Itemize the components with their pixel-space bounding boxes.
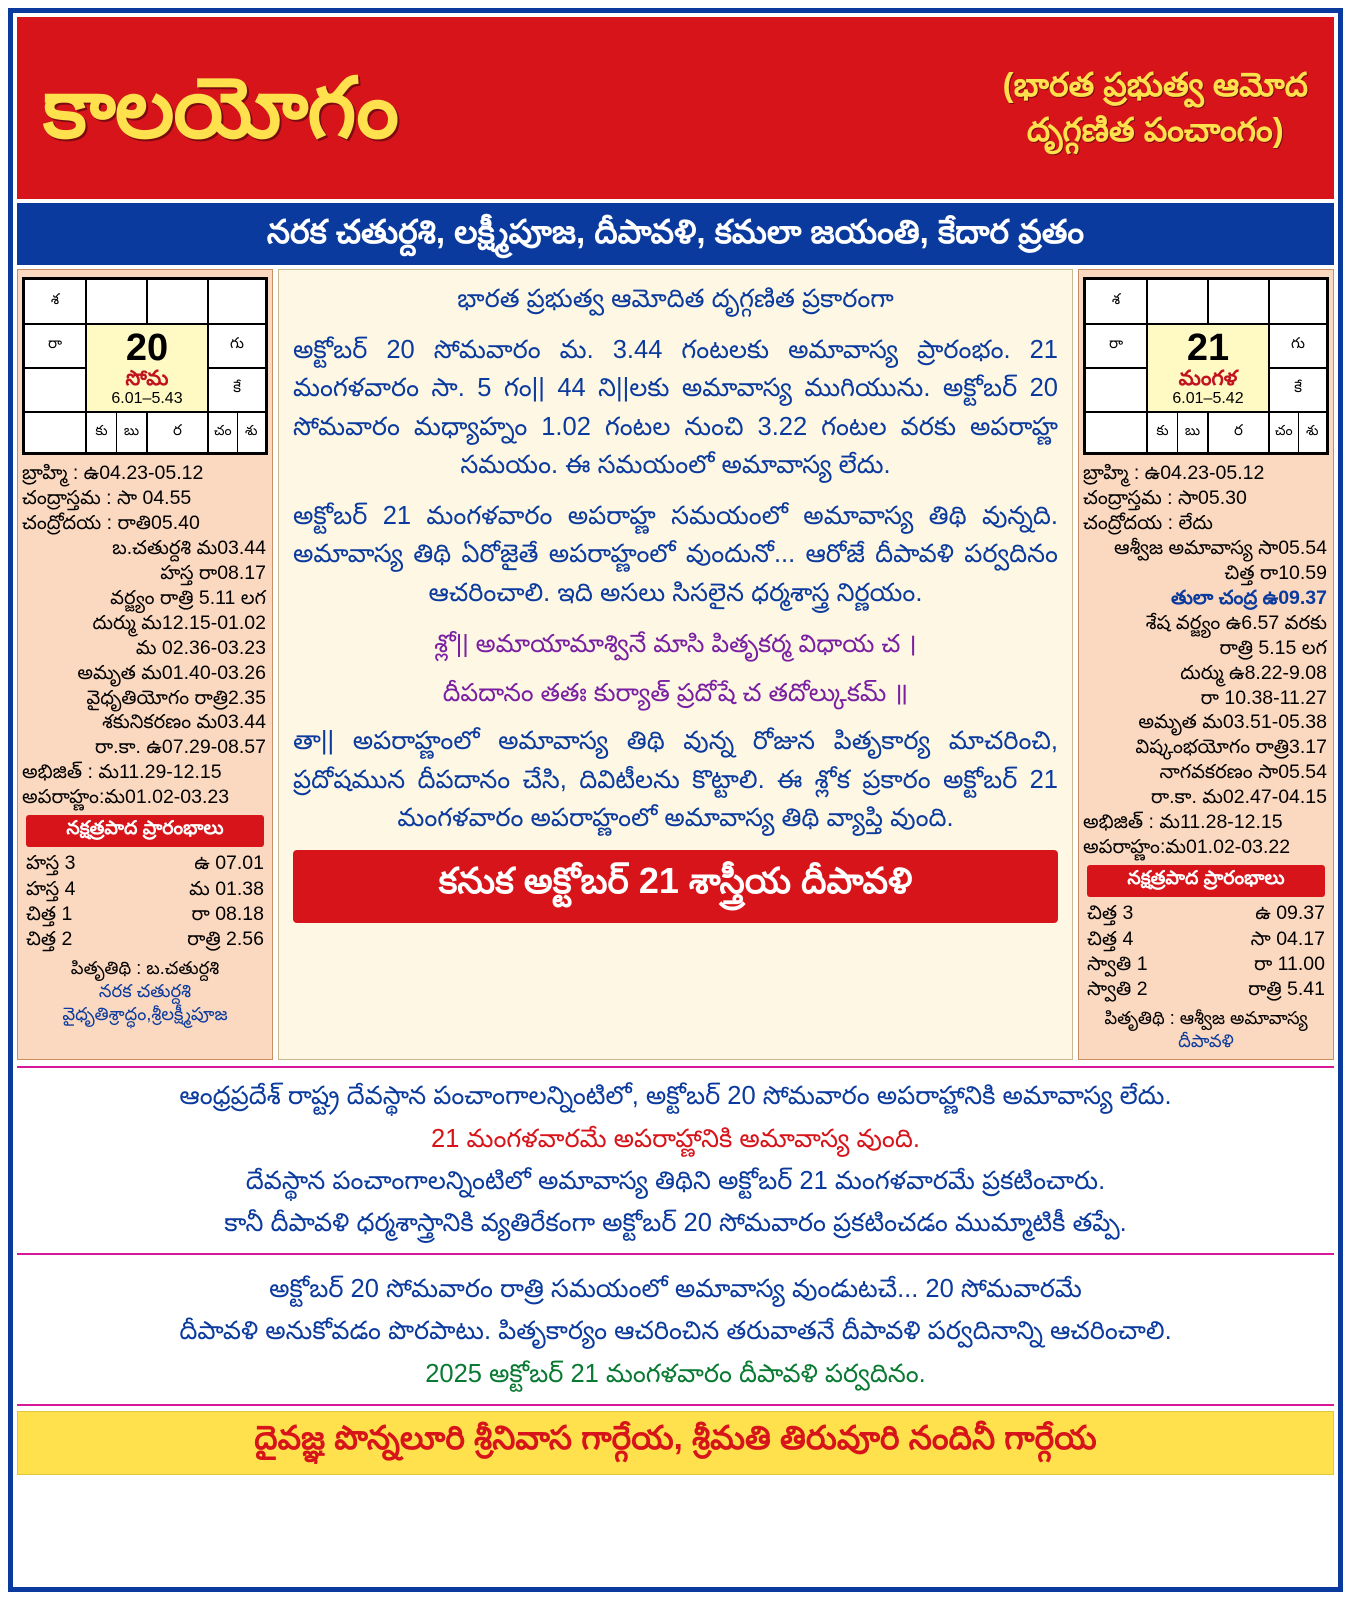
right-kundali-center <box>1147 324 1269 412</box>
note-block-two <box>17 1261 1334 1406</box>
left-detail-row: అభిజిత్ : మ11.29-12.15 <box>22 761 222 784</box>
left-detail-row: మ 02.36-03.23 <box>135 636 266 659</box>
conclusion-banner: కనుక అక్టోబర్ 21 శాస్త్రీయ దీపావళి <box>293 850 1058 923</box>
left-pada-table <box>22 851 268 952</box>
right-detail-row: దుర్ము ఉ8.22-9.08 <box>1180 661 1327 684</box>
masthead-subtitle-line1: (భారత ప్రభుత్వ ఆమోద <box>1002 66 1308 104</box>
left-kundali-cell-cha-shu <box>208 412 266 453</box>
left-detail-row: దుర్ము మ12.15-01.02 <box>92 611 266 634</box>
left-kundali-cell-ra: ర <box>147 412 208 453</box>
right-kundali-cell-top1 <box>1147 279 1208 324</box>
right-kundali-cell-ku-bu <box>1147 412 1208 453</box>
right-detail-row: రా.కా. మ02.47-04.15 <box>1150 786 1327 809</box>
right-kundali-shukra: శు <box>1298 413 1327 452</box>
left-kundali-cell-bl <box>24 412 86 453</box>
left-detail-row: వర్జ్యం రాత్రి 5.11 లగ <box>110 586 266 609</box>
left-pada-time: రాత్రి 2.56 <box>187 928 264 951</box>
left-day-panel <box>17 269 273 1060</box>
right-pada-time: రా 11.00 <box>1253 952 1325 975</box>
left-kundali-center <box>86 324 208 412</box>
left-kundali-cell-ku-bu <box>86 412 147 453</box>
center-paragraph-4: తా|| అపరాహ్ణంలో అమావాస్య తిథి వున్న రోజున పితృకార్య మాచరించి, ప్రదోషమున దీపదానం చేసి, దివిటీలను కొట్టాలి. ఈ శ్లోక ప్రకారం అక్టోబర్ 21 మంగళవారం అపరాహ్ణంలో అమావాస్య తిథి వ్యాప్తి వుంది. <box>293 727 1058 832</box>
center-article <box>278 269 1073 1060</box>
right-detail-row: చంద్రోదయ : లేదు <box>1083 511 1213 534</box>
masthead-subtitle <box>1003 63 1308 152</box>
right-pada-name: చిత్త 4 <box>1087 927 1134 950</box>
left-pitru-line2: నరక చతుర్దశి <box>98 981 192 1002</box>
right-kundali-cell-tl: శ <box>1085 279 1147 324</box>
right-pada-name: స్వాతి 1 <box>1087 952 1148 975</box>
right-pitru-info <box>1083 1007 1329 1054</box>
right-pitru-line2: దీపావళి <box>1178 1030 1234 1051</box>
left-kundali-cell-ketu: కే <box>208 368 266 412</box>
note-line: అక్టోబర్ 20 సోమవారం రాత్రి సమయంలో అమావాస్య వుండుటచే... 20 సోమవారమే <box>269 1275 1082 1304</box>
left-day-name: సోమ <box>125 367 169 391</box>
left-kundali-cell-guru: గు <box>208 324 266 368</box>
left-detail-row: బ.చతుర్దశి మ03.44 <box>112 536 266 559</box>
right-day-panel <box>1078 269 1334 1060</box>
left-kundali-shukra: శు <box>237 413 266 452</box>
right-kundali-cell-ra: ర <box>1208 412 1269 453</box>
right-detail-row: నాగవకరణం సా05.54 <box>1159 761 1327 784</box>
left-pitru-label: పితృతిథి : బ.చతుర్దశి <box>70 957 220 978</box>
left-kundali-cell-tl: శ <box>24 279 86 324</box>
note-line: 21 మంగళవారమే అపరాహ్ణానికి అమావాస్య వుంది. <box>431 1124 920 1153</box>
right-detail-row: రాత్రి 5.15 లగ <box>1219 636 1327 659</box>
right-detail-row: అపరాహ్ణం:మ01.02-03.22 <box>1083 836 1291 859</box>
left-detail-row: బ్రాహ్మి : ఉ04.23-05.12 <box>22 461 204 484</box>
note-line: దేవస్థాన పంచాంగాలన్నింటిలో అమావాస్య తిథిని అక్టోబర్ 21 మంగళవారమే ప్రకటించారు. <box>245 1166 1106 1195</box>
left-detail-row: అమృత మ01.40-03.26 <box>77 661 266 684</box>
right-kundali-cell-top2 <box>1208 279 1269 324</box>
left-detail-row: రా.కా. ఉ07.29-08.57 <box>94 736 266 759</box>
right-pitru-label: పితృతిథి : ఆశ్వీజ అమావాస్య <box>1104 1007 1308 1028</box>
right-detail-row: చంద్రాస్తమ : సా05.30 <box>1083 486 1247 509</box>
left-kundali-chart <box>22 277 268 455</box>
right-kundali-cell-rahu: రా <box>1085 324 1147 368</box>
left-kundali-ku: కు <box>95 422 108 439</box>
left-pada-time: మ 01.38 <box>189 877 264 900</box>
left-day-number: 20 <box>125 326 169 369</box>
note-block-one <box>17 1066 1334 1255</box>
right-day-number: 21 <box>1186 326 1230 369</box>
right-kundali-cell-guru: గు <box>1269 324 1327 368</box>
right-detail-row: శేష వర్జ్యం ఉ6.57 వరకు <box>1145 611 1327 634</box>
right-pada-time: రాత్రి 5.41 <box>1248 978 1325 1001</box>
table-row <box>22 877 268 902</box>
table-row <box>22 927 268 952</box>
left-pada-name: చిత్త 1 <box>26 902 73 925</box>
left-kundali-chandra: చం <box>213 422 232 439</box>
right-detail-row: ఆశ్వీజ అమావాస్య సా05.54 <box>1114 536 1327 559</box>
author-footer: దైవజ్ఞ పొన్నలూరి శ్రీనివాస గార్గేయ, శ్రీమతి తిరువూరి నందినీ గార్గేయ <box>17 1411 1334 1475</box>
table-row <box>1083 901 1329 926</box>
note-line: దీపావళి అనుకోవడం పొరపాటు. పితృకార్యం ఆచరించిన తరువాతనే దీపావళి పర్వదినాన్ని ఆచరించాలి. <box>179 1317 1172 1346</box>
right-details-list <box>1083 461 1329 860</box>
right-pada-table <box>1083 901 1329 1002</box>
left-detail-row: అపరాహ్ణం:మ01.02-03.23 <box>22 786 230 809</box>
table-row <box>1083 927 1329 952</box>
right-kundali-cell-tr <box>1269 279 1327 324</box>
table-row <box>22 851 268 876</box>
table-row <box>22 902 268 927</box>
sloka-line-2: దీపదానం తతః కుర్యాత్ ప్రదోషే చ తదోల్కుకమ్ ॥ <box>442 678 909 707</box>
left-kundali-cell-left2 <box>24 368 86 412</box>
right-kundali-cell-ketu: కే <box>1269 368 1327 412</box>
right-pada-time: ఉ 09.37 <box>1255 902 1325 925</box>
left-detail-row: హస్త రా08.17 <box>160 561 266 584</box>
poster-header <box>17 17 1334 199</box>
table-row <box>1083 977 1329 1002</box>
festival-band: నరక చతుర్దశి, లక్ష్మీపూజ, దీపావళి, కమలా జయంతి, కేదార వ్రతం <box>17 203 1334 265</box>
center-paragraph-2: అక్టోబర్ 20 సోమవారం మ. 3.44 గంటలకు అమావాస్య ప్రారంభం. 21 మంగళవారం సా. 5 గం|| 44 ని||లకు అమావాస్య ముగియును. అక్టోబర్ 20 సోమవారం మధ్యాహ్నం 1.02 గంటల నుంచి 3.22 గంటల వరకు అపరాహ్ణ సమయం. ఈ సమయంలో అమావాస్య లేదు. <box>293 336 1058 479</box>
right-day-name: మంగళ <box>1178 367 1238 391</box>
left-pitru-info <box>22 957 268 1027</box>
right-detail-row-highlight: తులా చంద్ర ఉ09.37 <box>1170 586 1327 609</box>
right-day-time: 6.01–5.42 <box>1172 389 1244 407</box>
center-paragraph-3: అక్టోబర్ 21 మంగళవారం అపరాహ్ణ సమయంలో అమావాస్య తిథి వున్నది. అమావాస్య తిథి ఏరోజైతే అపరాహ్ణంలో వుందునో... ఆరోజే దీపావళి పర్వదినం ఆచరించాలి. ఇది అసలు సిసలైన ధర్మశాస్త్ర నిర్ణయం. <box>293 502 1058 607</box>
left-detail-row: చంద్రోదయ : రాతి05.40 <box>22 511 200 534</box>
right-pada-name: స్వాతి 2 <box>1087 978 1148 1001</box>
left-detail-row: చంద్రాస్తమ : సా 04.55 <box>22 486 192 509</box>
note-line: కానీ దీపావళి ధర్మశాస్త్రానికి వ్యతిరేకంగా అక్టోబర్ 20 సోమవారం ప్రకటించడం ముమ్మాటికీ తప్పే. <box>224 1208 1127 1237</box>
right-detail-row: బ్రాహ్మి : ఉ04.23-05.12 <box>1083 461 1265 484</box>
left-pada-name: చిత్త 2 <box>26 928 73 951</box>
masthead-subtitle-line2: దృగ్గణిత పంచాంగం) <box>1026 111 1284 148</box>
left-kundali-cell-top2 <box>147 279 208 324</box>
right-kundali-chandra: చం <box>1274 422 1293 439</box>
left-detail-row: వైధృతియోగం రాత్రి2.35 <box>86 686 266 709</box>
right-detail-row: అభిజిత్ : మ11.28-12.15 <box>1083 811 1283 834</box>
note-line: 2025 అక్టోబర్ 21 మంగళవారం దీపావళి పర్వదినం. <box>425 1359 926 1388</box>
left-kundali-cell-top1 <box>86 279 147 324</box>
center-paragraph-1: భారత ప్రభుత్వ ఆమోదిత దృగ్గణిత ప్రకారంగా <box>457 284 894 313</box>
right-pada-banner: నక్షత్రపాద ప్రారంభాలు <box>1087 865 1325 897</box>
left-day-time: 6.01–5.43 <box>111 389 183 407</box>
right-pada-name: చిత్త 3 <box>1087 902 1134 925</box>
right-kundali-cell-left2 <box>1085 368 1147 412</box>
left-kundali-bu: బు <box>116 413 146 452</box>
right-kundali-bu: బు <box>1177 413 1207 452</box>
left-detail-row: శకునికరణం మ03.44 <box>102 711 266 734</box>
left-pada-time: రా 08.18 <box>191 902 264 925</box>
right-kundali-chart <box>1083 277 1329 455</box>
left-kundali-cell-rahu: రా <box>24 324 86 368</box>
right-kundali-cell-cha-shu <box>1269 412 1327 453</box>
right-kundali-cell-bl <box>1085 412 1147 453</box>
left-pada-time: ఉ 07.01 <box>194 852 264 875</box>
sloka-line-1: శ్లో|| అమాయామాశ్వినే మాసి పితృకర్మ విధాయ చ । <box>434 629 917 658</box>
left-kundali-cell-tr <box>208 279 266 324</box>
poster-body <box>17 269 1334 1060</box>
masthead-title: కాలయోగం <box>43 61 398 155</box>
left-pada-name: హస్త 4 <box>26 877 76 900</box>
right-pada-time: సా 04.17 <box>1250 927 1325 950</box>
right-detail-row: విష్కంభయోగం రాత్రి3.17 <box>1135 736 1327 759</box>
right-detail-row: అమృత మ03.51-05.38 <box>1138 711 1327 734</box>
note-line: ఆంధ్రప్రదేశ్ రాష్ట్ర దేవస్థాన పంచాంగాలన్నింటిలో, అక్టోబర్ 20 సోమవారం అపరాహ్ణానికి అమావాస్య లేదు. <box>179 1082 1172 1111</box>
table-row <box>1083 952 1329 977</box>
right-kundali-ku: కు <box>1156 422 1169 439</box>
left-details-list <box>22 461 268 810</box>
poster-frame <box>8 8 1343 1592</box>
left-pada-name: హస్త 3 <box>26 852 76 875</box>
right-detail-row: రా 10.38-11.27 <box>1200 686 1327 709</box>
right-detail-row: చిత్త రా10.59 <box>1224 561 1327 584</box>
left-pada-banner: నక్షత్రపాద ప్రారంభాలు <box>26 815 264 847</box>
left-pitru-line3: వైధృతిశ్రాద్ధం,శ్రీలక్ష్మీపూజ <box>62 1004 228 1025</box>
